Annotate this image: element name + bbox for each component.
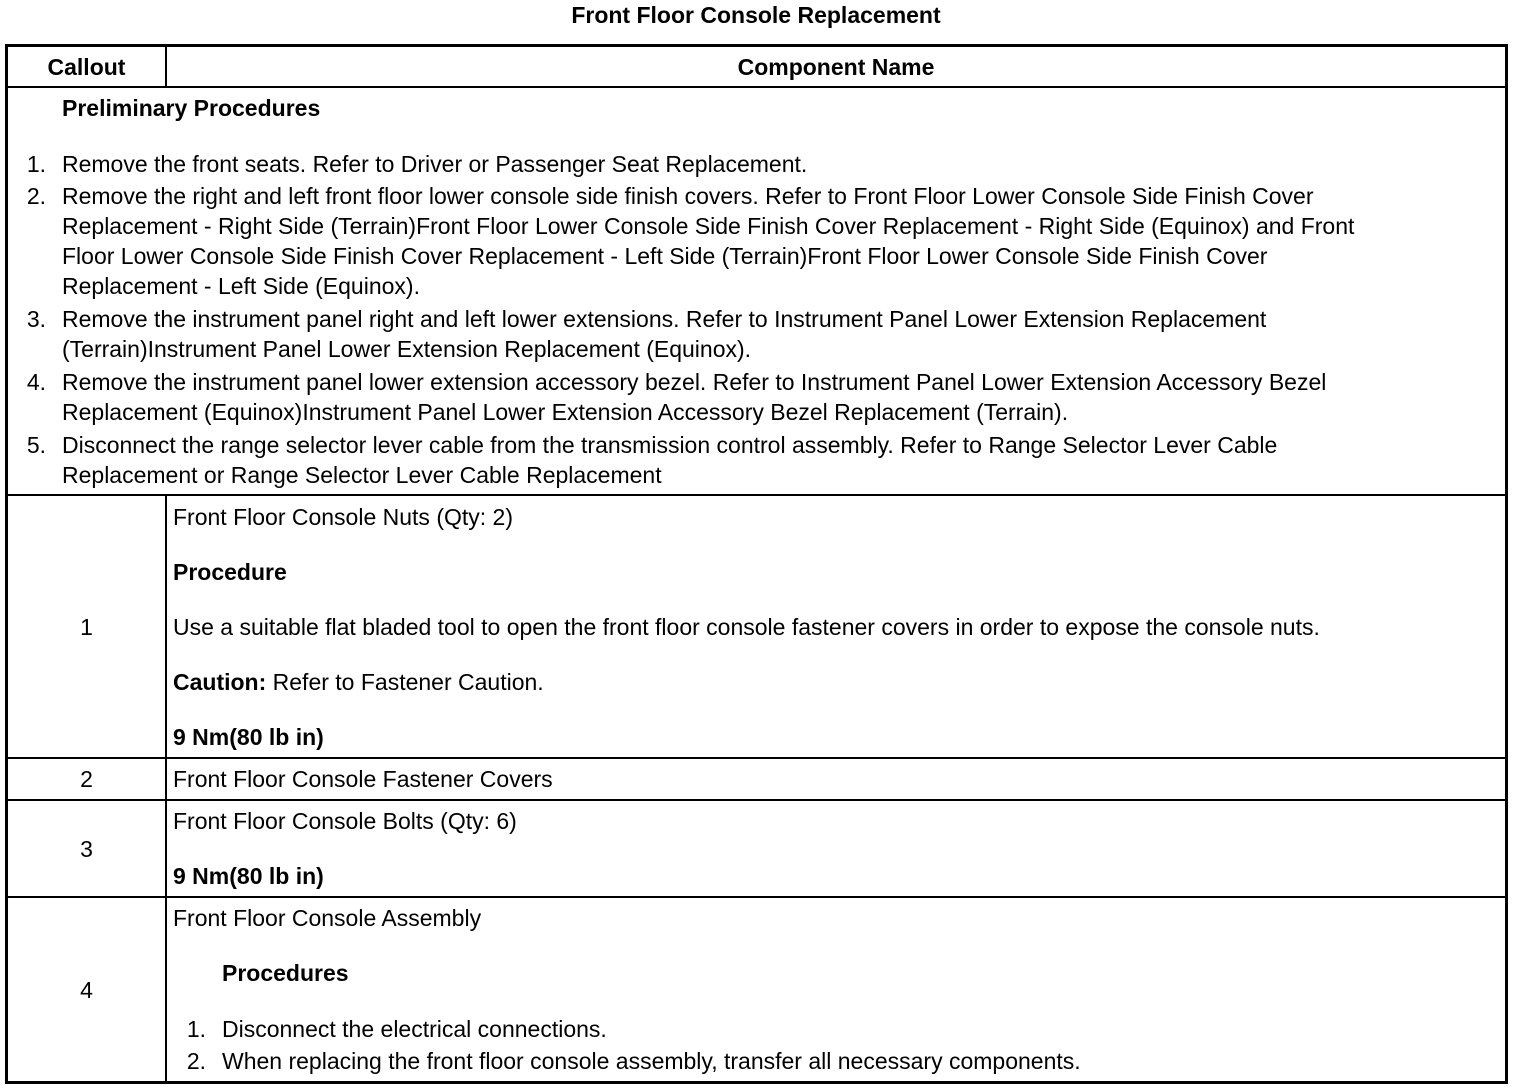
prelim-step-3-line-2: (Terrain)Instrument Panel Lower Extension Replacement (Equinox). — [62, 336, 752, 362]
prelim-step-3-number: 3. — [26, 306, 46, 332]
prelim-step-1-number: 1. — [26, 151, 46, 177]
header-callout: Callout — [47, 54, 126, 80]
row-1-torque: 9 Nm(80 lb in) — [173, 724, 324, 750]
row-3-component-name: Front Floor Console Bolts (Qty: 6) — [173, 808, 517, 834]
row-1-component-name: Front Floor Console Nuts (Qty: 2) — [173, 504, 513, 530]
row-2-callout: 2 — [80, 766, 93, 792]
body-column-divider — [165, 494, 167, 1082]
row-3-torque: 9 Nm(80 lb in) — [173, 863, 324, 889]
row-divider-2 — [5, 799, 1508, 801]
row-1-procedure-heading: Procedure — [173, 559, 287, 585]
row-3-callout: 3 — [80, 836, 93, 862]
row-1-procedure-text: Use a suitable flat bladed tool to open the front floor console fastener covers in order to expose the console nuts. — [173, 614, 1320, 640]
row-4-component-name: Front Floor Console Assembly — [173, 905, 482, 931]
prelim-step-2-number: 2. — [26, 183, 46, 209]
prelim-step-1-line-1: Remove the front seats. Refer to Driver or Passenger Seat Replacement. — [62, 151, 808, 177]
header-component-name: Component Name — [737, 54, 935, 80]
page-title: Front Floor Console Replacement — [571, 2, 941, 28]
row-4-step-2-text: When replacing the front floor console assembly, transfer all necessary components. — [222, 1048, 1081, 1074]
prelim-step-2-line-1: Remove the right and left front floor lower console side finish covers. Refer to Front Floor Lower Console Side Finish Cover — [62, 183, 1314, 209]
row-4-procedures-heading: Procedures — [222, 960, 349, 986]
table-border-top — [5, 44, 1508, 47]
row-4-step-2-number: 2. — [186, 1048, 206, 1074]
prelim-step-4-line-1: Remove the instrument panel lower extension accessory bezel. Refer to Instrument Panel Lower Extension Accessory Bezel — [62, 369, 1327, 395]
prelim-step-2-line-2: Replacement - Right Side (Terrain)Front Floor Lower Console Side Finish Cover Replacement - Right Side (Equinox) and Front — [62, 213, 1355, 239]
row-4-callout: 4 — [80, 977, 93, 1003]
prelim-step-2-line-4: Replacement - Left Side (Equinox). — [62, 273, 420, 299]
prelim-step-4-number: 4. — [26, 369, 46, 395]
prelim-step-2-line-3: Floor Lower Console Side Finish Cover Replacement - Left Side (Terrain)Front Floor Lower Console Side Finish Cover — [62, 243, 1268, 269]
row-1-caution-text: Refer to Fastener Caution. — [266, 669, 544, 695]
table-border-right — [1505, 44, 1508, 1084]
prelim-step-5-number: 5. — [26, 432, 46, 458]
row-divider-3 — [5, 896, 1508, 898]
row-1-callout: 1 — [80, 614, 93, 640]
prelim-step-5-line-2: Replacement or Range Selector Lever Cable Replacement — [62, 462, 662, 488]
header-divider — [5, 86, 1508, 88]
prelim-step-3-line-1: Remove the instrument panel right and left lower extensions. Refer to Instrument Panel Lower Extension Replacement — [62, 306, 1267, 332]
preliminary-heading: Preliminary Procedures — [62, 95, 321, 121]
row-1-caution-label: Caution: — [173, 669, 267, 695]
row-4-step-1-text: Disconnect the electrical connections. — [222, 1016, 607, 1042]
prelim-step-5-line-1: Disconnect the range selector lever cable from the transmission control assembly. Refer to Range Selector Lever Cable — [62, 432, 1278, 458]
row-1-caution — [173, 667, 544, 697]
prelim-step-4-line-2: Replacement (Equinox)Instrument Panel Lower Extension Accessory Bezel Replacement (Terrain). — [62, 399, 1069, 425]
row-4-step-1-number: 1. — [186, 1016, 206, 1042]
row-divider-1 — [5, 757, 1508, 759]
table-border-bottom — [5, 1081, 1508, 1084]
table-border-left — [5, 44, 8, 1084]
row-2-component-name: Front Floor Console Fastener Covers — [173, 766, 553, 792]
row-divider-prelim — [5, 494, 1508, 496]
